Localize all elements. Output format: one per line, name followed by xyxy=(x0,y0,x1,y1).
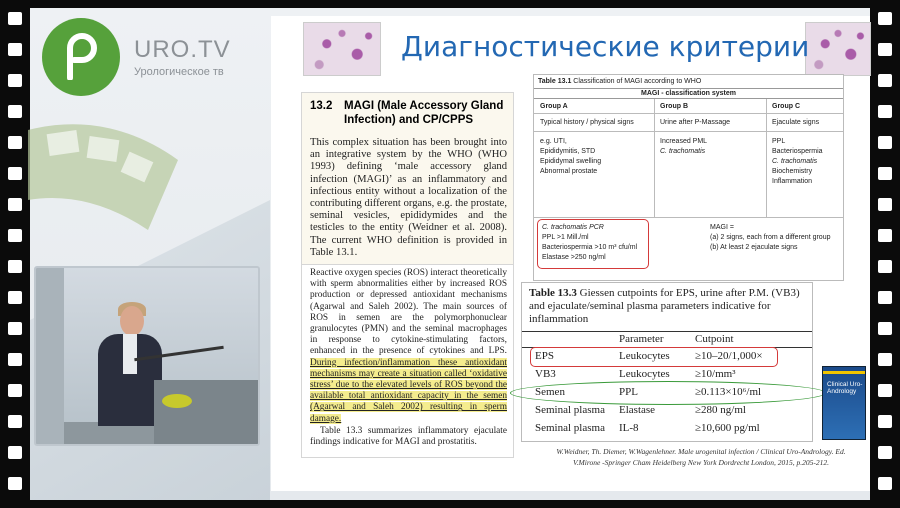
magi-rule: MAGI = (a) 2 signs, each from a different group (b) At least 2 ejaculate signs xyxy=(710,224,831,251)
film-strip-right xyxy=(870,0,900,508)
film-sprocket xyxy=(8,260,22,273)
microscopy-image-right xyxy=(805,22,871,76)
film-sprocket xyxy=(8,322,22,335)
table-row: EPS Leukocytes ≥10–20/1,000× xyxy=(535,350,763,362)
film-sprocket xyxy=(8,12,22,25)
film-strip-left xyxy=(0,0,30,508)
frame-bottom-bar xyxy=(30,500,870,508)
ros-paragraph: Reactive oxygen species (ROS) interact theoretically with sperm abnormalities either by increased ROS production or depressed antioxidant mechanisms (Agarwal and Saleh 2002). The main sources of ROS in semen are the polymorphonuclear granulocytes (PMN) and the seminal macrophages in response to cytokine-stimulating factors, enhanced in the presence of cytokines and LPS. xyxy=(310,268,507,357)
red-highlight-eps xyxy=(530,347,778,367)
film-sprocket xyxy=(8,446,22,459)
film-sprocket xyxy=(878,260,892,273)
film-reel-decoration xyxy=(28,120,258,240)
film-sprocket xyxy=(8,74,22,87)
group-c: Group C xyxy=(772,103,800,110)
table-header-row: Parameter Cutpoint xyxy=(619,333,734,345)
film-sprocket xyxy=(878,136,892,149)
film-sprocket xyxy=(878,415,892,428)
brand-name: URO.TV xyxy=(134,36,231,63)
ros-paragraph-2: Table 13.3 summarizes inflammatory ejaculate findings indicative for MAGI and prostatitis. xyxy=(310,425,507,448)
film-sprocket xyxy=(878,291,892,304)
ros-text-box xyxy=(301,264,514,458)
ros-highlight: During infection/inflammation these antioxidant mechanisms may create a situation called ‘oxidative stress’ due to the elevated levels of ROS beyond the available total antioxidant capacity in the semen (Agarwal and Saleh 2002) resulting in sperm damage. xyxy=(310,357,507,424)
section-body: This complex situation has been brought into an integrative system by the WHO (WHO 1993) defining ‘male accessory gland infection (MAGI)’ as an inflammatory and infectious entity without a localization of the contributing different organs, e.g. the prostate, seminal vesicles, epididymides and the testicles to the entity (Weidner et al. 2008). The current WHO definition is provided in Table 13.1. xyxy=(310,137,507,258)
film-sprocket xyxy=(878,229,892,242)
film-sprocket xyxy=(8,167,22,180)
film-sprocket xyxy=(878,322,892,335)
group-a: Group A xyxy=(540,103,568,110)
green-highlight-semen xyxy=(510,381,826,405)
film-sprocket xyxy=(8,229,22,242)
table-row: Seminal plasma Elastase ≥280 ng/ml xyxy=(535,404,746,416)
film-sprocket xyxy=(878,477,892,490)
film-sprocket xyxy=(878,43,892,56)
table-row: Seminal plasma IL-8 ≥10,600 pg/ml xyxy=(535,422,760,434)
section-heading: 13.2 MAGI (Male Accessory Gland Infection) and CP/CPPS xyxy=(310,100,504,126)
film-sprocket xyxy=(8,384,22,397)
film-sprocket xyxy=(878,74,892,87)
film-sprocket xyxy=(8,136,22,149)
film-sprocket xyxy=(8,477,22,490)
brand-subtitle: Урологическое тв xyxy=(134,66,224,78)
red-highlight-criteria xyxy=(537,219,649,269)
film-sprocket xyxy=(878,446,892,459)
film-sprocket xyxy=(8,43,22,56)
film-sprocket xyxy=(878,105,892,118)
film-sprocket xyxy=(8,353,22,366)
criteria-list: C. trachomatis PCR PPL >1 Mill./ml Bacteriospermia >10 m³ cfu/ml Elastase >250 ng/ml xyxy=(542,224,638,261)
table-header: MAGI - classification system xyxy=(534,88,843,99)
film-sprocket xyxy=(8,105,22,118)
presentation-slide xyxy=(271,16,870,491)
film-sprocket xyxy=(878,353,892,366)
magi-text-box xyxy=(301,92,514,266)
table-13-1: Table 13.1 Classification of MAGI according to WHO MAGI - classification system Group A Typical history / physical signs e.g. UTI, Epididymitis, STD Epididymal swelling Abnormal prostate Group B Urine after P-Massage Increased PML C. trachomatis Group C Ejaculate signs PPL Bacteriospermia C. trachomatis Biochemistry Inflammation C. trachomatis PCR PPL >1 Mill./ml Bacteriospermia >10 m³ cfu/ml Elastase >250 ng/ml MAGI = (a) 2 signs, each from a different group (b) At least 2 ejaculate signs xyxy=(533,74,844,281)
speaker-video xyxy=(34,266,260,446)
film-sprocket xyxy=(8,415,22,428)
slide-title: Диагностические критерии xyxy=(401,30,810,63)
film-sprocket xyxy=(878,167,892,180)
microscopy-image-left xyxy=(303,22,381,76)
film-sprocket xyxy=(878,384,892,397)
film-sprocket xyxy=(878,12,892,25)
film-sprocket xyxy=(8,291,22,304)
group-b: Group B xyxy=(660,103,688,110)
table-13-3: Table 13.3 Giessen cutpoints for EPS, urine after P.M. (VB3) and ejaculate/seminal plasma parameters indicative for inflammation Parameter Cutpoint EPS Leukocytes ≥10–20/1,000× VB3 Leukocytes ≥10/mm³ Semen PPL ≥0.113×10⁶/ml Seminal plasma Elastase ≥280 ng/ml Seminal plasma IL-8 ≥10,600 pg/ml xyxy=(521,282,813,442)
film-sprocket xyxy=(878,198,892,211)
book-cover: Clinical Uro-Andrology xyxy=(822,366,866,440)
citation: W.Weidner, Th. Diemer, W.Wagenlehner. Male urogenital infection / Clinical Uro-Andrology. Ed. V.Mirone -Springer Cham Heidelberg New York Dordrecht London, 2015, p.205-212. xyxy=(556,447,846,467)
film-sprocket xyxy=(8,198,22,211)
table-row: VB3 Leukocytes ≥10/mm³ xyxy=(535,368,736,380)
table-row: Semen PPL ≥0.113×10⁶/ml xyxy=(535,386,762,398)
uro-tv-logo-icon xyxy=(42,18,120,96)
frame-top-bar xyxy=(30,0,870,8)
